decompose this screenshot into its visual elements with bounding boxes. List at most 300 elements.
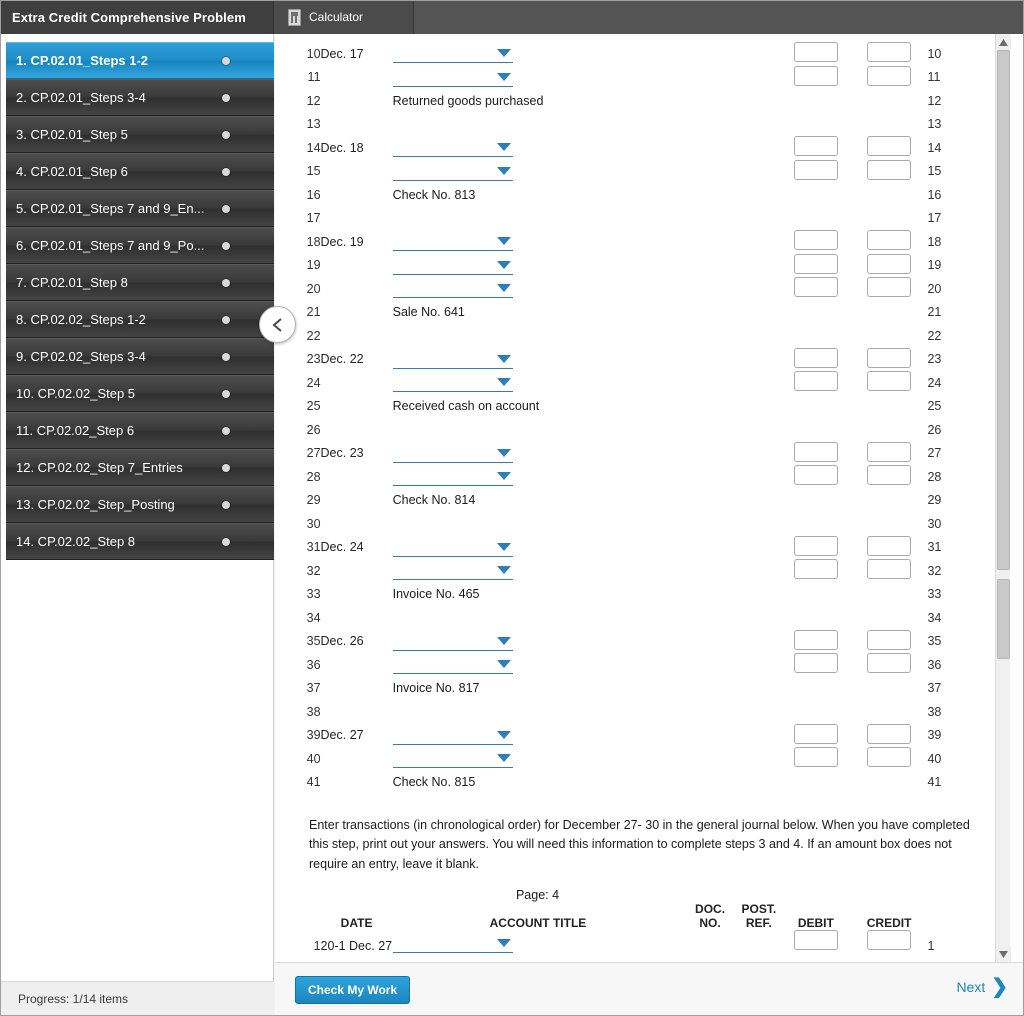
- debit-cell[interactable]: [781, 559, 851, 583]
- doc-no-cell: [683, 771, 736, 795]
- debit-amount-input[interactable]: [794, 254, 838, 274]
- table-row: [281, 66, 981, 90]
- account-select-field[interactable]: [393, 750, 513, 768]
- calculator-icon: [288, 9, 301, 26]
- debit-amount-input[interactable]: [794, 42, 838, 62]
- credit-amount-input[interactable]: [867, 653, 911, 673]
- credit-amount-input[interactable]: [867, 66, 911, 86]
- debit-cell[interactable]: [781, 371, 851, 395]
- debit-cell[interactable]: [781, 724, 851, 748]
- account-title-select[interactable]: [393, 536, 684, 560]
- line-number-left: 12: [306, 93, 321, 108]
- account-select-field[interactable]: [393, 280, 513, 298]
- date-cell: [321, 183, 393, 207]
- account-title-select[interactable]: [393, 371, 684, 395]
- debit-cell: [781, 113, 851, 137]
- doc-no-cell: [683, 489, 736, 513]
- table-row: [281, 606, 981, 630]
- debit-amount-input[interactable]: [794, 66, 838, 86]
- next-button[interactable]: [956, 977, 1008, 997]
- doc-no-cell: [683, 512, 736, 536]
- line-number-right: 23: [927, 352, 942, 367]
- account-select-field[interactable]: [393, 633, 513, 651]
- chevron-right-icon: ❯: [991, 976, 1008, 998]
- credit-amount-input[interactable]: [867, 254, 911, 274]
- line-number-left: 37: [306, 681, 321, 696]
- sidebar-item-label: 10. CP.02.02_Step 5: [16, 386, 136, 401]
- debit-amount-input[interactable]: [794, 630, 838, 650]
- sidebar-item-1[interactable]: [6, 42, 274, 79]
- debit-cell[interactable]: [781, 160, 851, 184]
- date-cell: Dec. 22: [320, 352, 364, 367]
- credit-amount-input[interactable]: [867, 536, 911, 556]
- account-title-select[interactable]: [393, 630, 684, 654]
- sidebar-item-label: 3. CP.02.01_Step 5: [16, 127, 128, 142]
- header-post-ref: POST. REF.: [741, 902, 777, 931]
- sidebar-item-label: 9. CP.02.02_Steps 3-4: [16, 349, 146, 364]
- debit-cell[interactable]: [781, 42, 851, 66]
- chevron-down-icon: [497, 73, 511, 81]
- doc-no-cell: [683, 559, 736, 583]
- credit-cell: [851, 489, 928, 513]
- account-title-select[interactable]: [393, 254, 684, 278]
- line-number-left: 28: [306, 469, 321, 484]
- credit-cell[interactable]: [851, 442, 928, 466]
- sidebar-item-2[interactable]: [6, 79, 274, 116]
- chevron-down-icon: [497, 237, 511, 245]
- debit-cell[interactable]: [781, 254, 851, 278]
- credit-amount-input[interactable]: [867, 930, 911, 950]
- account-title-select[interactable]: [393, 930, 684, 953]
- debit-amount-input[interactable]: [794, 160, 838, 180]
- credit-amount-input[interactable]: [867, 42, 911, 62]
- sidebar-item-4[interactable]: [6, 153, 274, 190]
- credit-cell[interactable]: [851, 348, 928, 372]
- doc-no-cell: [683, 277, 736, 301]
- credit-amount-input[interactable]: [867, 160, 911, 180]
- debit-cell[interactable]: [781, 465, 851, 489]
- credit-cell[interactable]: [851, 930, 928, 953]
- line-number-right: 25: [927, 399, 942, 414]
- line-number-right: 24: [927, 375, 942, 390]
- sidebar-item-label: 13. CP.02.02_Step_Posting: [16, 497, 175, 512]
- sidebar-item-label: 2. CP.02.01_Steps 3-4: [16, 90, 146, 105]
- account-title-select[interactable]: [393, 66, 684, 90]
- account-select-field[interactable]: [393, 257, 513, 275]
- table-row: [281, 113, 981, 137]
- progress-label: Progress: 1/14 items: [18, 992, 129, 1006]
- assignment-title: Extra Credit Comprehensive Problem: [0, 0, 274, 34]
- credit-cell: [851, 301, 928, 325]
- debit-cell[interactable]: [781, 136, 851, 160]
- line-number-right: 26: [927, 422, 942, 437]
- credit-cell[interactable]: [851, 66, 928, 90]
- credit-cell[interactable]: [851, 254, 928, 278]
- credit-cell[interactable]: [851, 160, 928, 184]
- date-cell: [321, 418, 393, 442]
- status-dot-icon: [222, 427, 230, 435]
- debit-cell[interactable]: [781, 230, 851, 254]
- doc-no-cell: [683, 207, 736, 231]
- account-select-field[interactable]: [393, 69, 513, 87]
- sidebar-item-8[interactable]: [6, 301, 274, 338]
- vertical-scrollbar[interactable]: [995, 34, 1010, 962]
- line-number-left: 34: [306, 610, 321, 625]
- doc-no-cell: [683, 724, 736, 748]
- credit-amount-input[interactable]: [867, 230, 911, 250]
- table-row: [281, 930, 981, 953]
- debit-cell[interactable]: [781, 536, 851, 560]
- line-number-left: 14: [306, 140, 321, 155]
- chevron-down-icon: [497, 566, 511, 574]
- doc-no-cell: [683, 230, 736, 254]
- doc-no-cell: [683, 89, 736, 113]
- scroll-up-button[interactable]: [996, 34, 1011, 50]
- table-row: [281, 89, 981, 113]
- table-row: [281, 700, 981, 724]
- table-row: [281, 747, 981, 771]
- debit-cell: [781, 418, 851, 442]
- post-ref-cell: [737, 489, 781, 513]
- line-number-left: 31: [306, 540, 321, 555]
- line-number-left: 21: [306, 305, 321, 320]
- top-bar: [0, 0, 1024, 34]
- sidebar-item-11[interactable]: [6, 412, 274, 449]
- table-row: [281, 42, 981, 66]
- credit-cell: [851, 395, 928, 419]
- line-number-left: 27: [306, 446, 321, 461]
- doc-no-cell: [683, 183, 736, 207]
- post-ref-cell: [737, 747, 781, 771]
- credit-amount-input[interactable]: [867, 348, 911, 368]
- line-number-left: 19: [306, 258, 321, 273]
- account-title-blank: [393, 418, 684, 442]
- doc-no-cell: [683, 418, 736, 442]
- account-select-field[interactable]: [393, 351, 513, 369]
- debit-amount-input[interactable]: [794, 277, 838, 297]
- account-title-text: Invoice No. 465: [392, 587, 480, 602]
- doc-no-cell: [683, 254, 736, 278]
- post-ref-cell: [737, 66, 781, 90]
- post-ref-cell: [737, 324, 781, 348]
- credit-amount-input[interactable]: [867, 136, 911, 156]
- credit-amount-input[interactable]: [867, 559, 911, 579]
- status-dot-icon: [222, 242, 230, 250]
- date-cell: Dec. 18: [320, 140, 364, 155]
- credit-cell: [851, 583, 928, 607]
- debit-cell[interactable]: [781, 653, 851, 677]
- line-number-left: 24: [306, 375, 321, 390]
- line-number-right: 13: [927, 117, 942, 132]
- line-number-right: 22: [927, 328, 942, 343]
- debit-amount-input[interactable]: [794, 136, 838, 156]
- sidebar-item-6[interactable]: [6, 227, 274, 264]
- line-number-left: 25: [306, 399, 321, 414]
- post-ref-cell: [737, 371, 781, 395]
- account-title-select[interactable]: [393, 160, 684, 184]
- date-cell: [321, 559, 393, 583]
- line-number-right: 40: [927, 751, 942, 766]
- account-select-field[interactable]: [393, 45, 513, 63]
- line-number-right: 18: [927, 234, 942, 249]
- debit-cell[interactable]: [781, 66, 851, 90]
- account-select-field[interactable]: [393, 445, 513, 463]
- account-title-select[interactable]: [393, 136, 684, 160]
- credit-cell[interactable]: [851, 724, 928, 748]
- credit-cell[interactable]: [851, 230, 928, 254]
- doc-no-cell: [683, 630, 736, 654]
- line-number-left: 39: [306, 728, 321, 743]
- table-row: [281, 512, 981, 536]
- sidebar-item-label: 11. CP.02.02_Step 6: [16, 423, 135, 438]
- chevron-down-icon: [497, 543, 511, 551]
- account-title-select[interactable]: [393, 277, 684, 301]
- debit-cell[interactable]: [781, 442, 851, 466]
- account-select-field[interactable]: [393, 727, 513, 745]
- debit-amount-input[interactable]: [794, 465, 838, 485]
- sidebar-item-label: 5. CP.02.01_Steps 7 and 9_En...: [16, 201, 205, 216]
- account-title-select[interactable]: [393, 747, 684, 771]
- post-ref-cell: [737, 512, 781, 536]
- chevron-down-icon: [497, 355, 511, 363]
- table-row: [281, 442, 981, 466]
- sidebar-item-label: 4. CP.02.01_Step 6: [16, 164, 128, 179]
- doc-no-cell: [683, 371, 736, 395]
- line-number-right: 33: [927, 587, 942, 602]
- account-select-field[interactable]: [393, 562, 513, 580]
- doc-no-cell: [683, 653, 736, 677]
- line-number-right: 11: [927, 70, 941, 85]
- chevron-down-icon: [497, 261, 511, 269]
- credit-amount-input[interactable]: [867, 277, 911, 297]
- line-number-left: 36: [306, 657, 321, 672]
- header-account-title: ACCOUNT TITLE: [489, 916, 587, 931]
- line-number-left: 20: [306, 281, 321, 296]
- post-ref-cell: [737, 89, 781, 113]
- post-ref-cell: [737, 653, 781, 677]
- sidebar-item-9[interactable]: [6, 338, 274, 375]
- date-cell: [321, 66, 393, 90]
- line-number-right: 28: [927, 469, 942, 484]
- debit-amount-input[interactable]: [794, 442, 838, 462]
- credit-cell: [851, 183, 928, 207]
- account-title-select[interactable]: [393, 42, 684, 66]
- debit-amount-input[interactable]: [794, 230, 838, 250]
- status-dot-icon: [222, 168, 230, 176]
- sidebar-item-13[interactable]: [6, 486, 274, 523]
- chevron-down-icon: [497, 660, 511, 668]
- account-title-select[interactable]: [393, 559, 684, 583]
- line-number-left: 16: [306, 187, 321, 202]
- table-row: [281, 136, 981, 160]
- date-cell: [321, 653, 393, 677]
- line-number-right: 12: [927, 93, 942, 108]
- line-number-right: 39: [927, 728, 942, 743]
- date-cell: [321, 207, 393, 231]
- line-number-right: 17: [927, 211, 942, 226]
- line-number-right: 41: [927, 775, 942, 790]
- debit-cell: [781, 301, 851, 325]
- post-ref-cell: [737, 395, 781, 419]
- status-dot-icon: [222, 501, 230, 509]
- post-ref-cell: [737, 583, 781, 607]
- header-debit: DEBIT: [797, 916, 834, 931]
- debit-amount-input[interactable]: [794, 653, 838, 673]
- account-select-field[interactable]: [393, 374, 513, 392]
- line-number-left: 15: [306, 164, 321, 179]
- chevron-down-icon: [497, 143, 511, 151]
- main-content: [275, 34, 1024, 1016]
- table-row: [281, 277, 981, 301]
- credit-cell[interactable]: [851, 653, 928, 677]
- account-title-select[interactable]: [393, 230, 684, 254]
- line-number-left: 17: [306, 211, 321, 226]
- credit-amount-input[interactable]: [867, 465, 911, 485]
- account-title-blank: [393, 606, 684, 630]
- account-title-select[interactable]: [393, 465, 684, 489]
- credit-cell[interactable]: [851, 277, 928, 301]
- line-number-right: 10: [927, 46, 942, 61]
- account-select-field[interactable]: [393, 233, 513, 251]
- credit-cell[interactable]: [851, 559, 928, 583]
- debit-cell: [781, 606, 851, 630]
- credit-cell: [851, 700, 928, 724]
- scroll-down-button[interactable]: [996, 946, 1011, 962]
- table-row: [281, 254, 981, 278]
- account-select-field[interactable]: [393, 935, 513, 953]
- account-select-field[interactable]: [393, 656, 513, 674]
- table-row: [281, 183, 981, 207]
- credit-amount-input[interactable]: [867, 724, 911, 744]
- doc-no-cell: [683, 348, 736, 372]
- post-ref-cell: [737, 230, 781, 254]
- instructions-text: Enter transactions (in chronological order) for December 27- 30 in the general journal below. When you have completed this step, print out your answers. You will need this information to complete steps 3 and 4. If an amount box does not require an entry, leave it blank.: [309, 818, 970, 871]
- sidebar-item-7[interactable]: [6, 264, 274, 301]
- account-title-select[interactable]: [393, 724, 684, 748]
- account-select-field[interactable]: [393, 163, 513, 181]
- post-ref-cell: [737, 348, 781, 372]
- account-title-text: Invoice No. 817: [392, 681, 480, 696]
- line-number-left: 11: [307, 70, 321, 85]
- debit-cell: [781, 207, 851, 231]
- credit-cell: [851, 677, 928, 701]
- credit-cell[interactable]: [851, 536, 928, 560]
- debit-cell[interactable]: [781, 630, 851, 654]
- date-cell: [321, 583, 393, 607]
- credit-cell[interactable]: [851, 747, 928, 771]
- debit-amount-input[interactable]: [794, 559, 838, 579]
- content-scroll-area[interactable]: [275, 34, 1010, 962]
- post-ref-cell: [737, 700, 781, 724]
- sidebar-item-14[interactable]: [6, 523, 274, 560]
- sidebar-item-5[interactable]: [6, 190, 274, 227]
- line-number-left: 40: [306, 751, 321, 766]
- date-cell: [321, 395, 393, 419]
- credit-cell[interactable]: [851, 465, 928, 489]
- line-number-left: 26: [306, 422, 321, 437]
- debit-amount-input[interactable]: [794, 348, 838, 368]
- debit-cell: [781, 324, 851, 348]
- table-row: [281, 630, 981, 654]
- debit-amount-input[interactable]: [794, 930, 838, 950]
- chevron-down-icon: [497, 731, 511, 739]
- credit-cell[interactable]: [851, 136, 928, 160]
- sidebar-item-label: 1. CP.02.01_Steps 1-2: [16, 53, 149, 68]
- account-title-select[interactable]: [393, 653, 684, 677]
- credit-cell: [851, 324, 928, 348]
- credit-cell[interactable]: [851, 42, 928, 66]
- debit-cell[interactable]: [781, 348, 851, 372]
- debit-cell: [781, 771, 851, 795]
- doc-no-cell: [683, 442, 736, 466]
- line-number-right: 36: [927, 657, 942, 672]
- debit-amount-input[interactable]: [794, 747, 838, 767]
- line-number-left: 23: [306, 352, 321, 367]
- debit-cell[interactable]: [781, 747, 851, 771]
- scrollbar-thumb[interactable]: [997, 50, 1010, 570]
- status-dot-icon: [222, 279, 230, 287]
- doc-no-cell: [683, 677, 736, 701]
- debit-amount-input[interactable]: [794, 536, 838, 556]
- date-cell: [321, 512, 393, 536]
- general-journal-table-bottom: [281, 902, 981, 953]
- credit-cell[interactable]: [851, 630, 928, 654]
- sidebar-item-12[interactable]: [6, 449, 274, 486]
- debit-cell[interactable]: [781, 930, 851, 953]
- account-select-field[interactable]: [393, 539, 513, 557]
- debit-cell[interactable]: [781, 277, 851, 301]
- account-title-text: Returned goods purchased: [392, 93, 544, 108]
- doc-no-cell: [683, 324, 736, 348]
- date-cell: [321, 301, 393, 325]
- post-ref-cell: [737, 536, 781, 560]
- check-my-work-button[interactable]: Check My Work: [295, 976, 410, 1004]
- table-row: [281, 583, 981, 607]
- account-select-field[interactable]: [393, 468, 513, 486]
- sidebar-collapse-button[interactable]: [259, 306, 296, 343]
- credit-cell[interactable]: [851, 371, 928, 395]
- header-doc-no: DOC. NO.: [695, 902, 726, 931]
- account-select-field[interactable]: [393, 139, 513, 157]
- line-number-left: 32: [306, 563, 321, 578]
- table-row: [281, 677, 981, 701]
- post-ref-cell: [737, 930, 781, 953]
- sidebar-item-10[interactable]: [6, 375, 274, 412]
- page-number-label: Page: 4: [515, 888, 560, 903]
- debit-amount-input[interactable]: [794, 724, 838, 744]
- credit-amount-input[interactable]: [867, 442, 911, 462]
- table-row: [281, 324, 981, 348]
- line-number-right: 30: [927, 516, 942, 531]
- post-ref-cell: [737, 606, 781, 630]
- scrollbar-thumb-secondary[interactable]: [997, 579, 1010, 659]
- sidebar-item-3[interactable]: [6, 116, 274, 153]
- calculator-tab[interactable]: [274, 0, 414, 34]
- account-title-select[interactable]: [393, 348, 684, 372]
- sidebar-item-label: 7. CP.02.01_Step 8: [16, 275, 128, 290]
- status-dot-icon: [222, 131, 230, 139]
- chevron-down-icon: [497, 939, 511, 947]
- credit-amount-input[interactable]: [867, 630, 911, 650]
- doc-no-cell: [683, 66, 736, 90]
- line-number-right: 31: [927, 540, 942, 555]
- table-row: [281, 230, 981, 254]
- account-title-select[interactable]: [393, 442, 684, 466]
- credit-amount-input[interactable]: [867, 747, 911, 767]
- credit-amount-input[interactable]: [867, 371, 911, 391]
- debit-amount-input[interactable]: [794, 371, 838, 391]
- credit-cell: [851, 418, 928, 442]
